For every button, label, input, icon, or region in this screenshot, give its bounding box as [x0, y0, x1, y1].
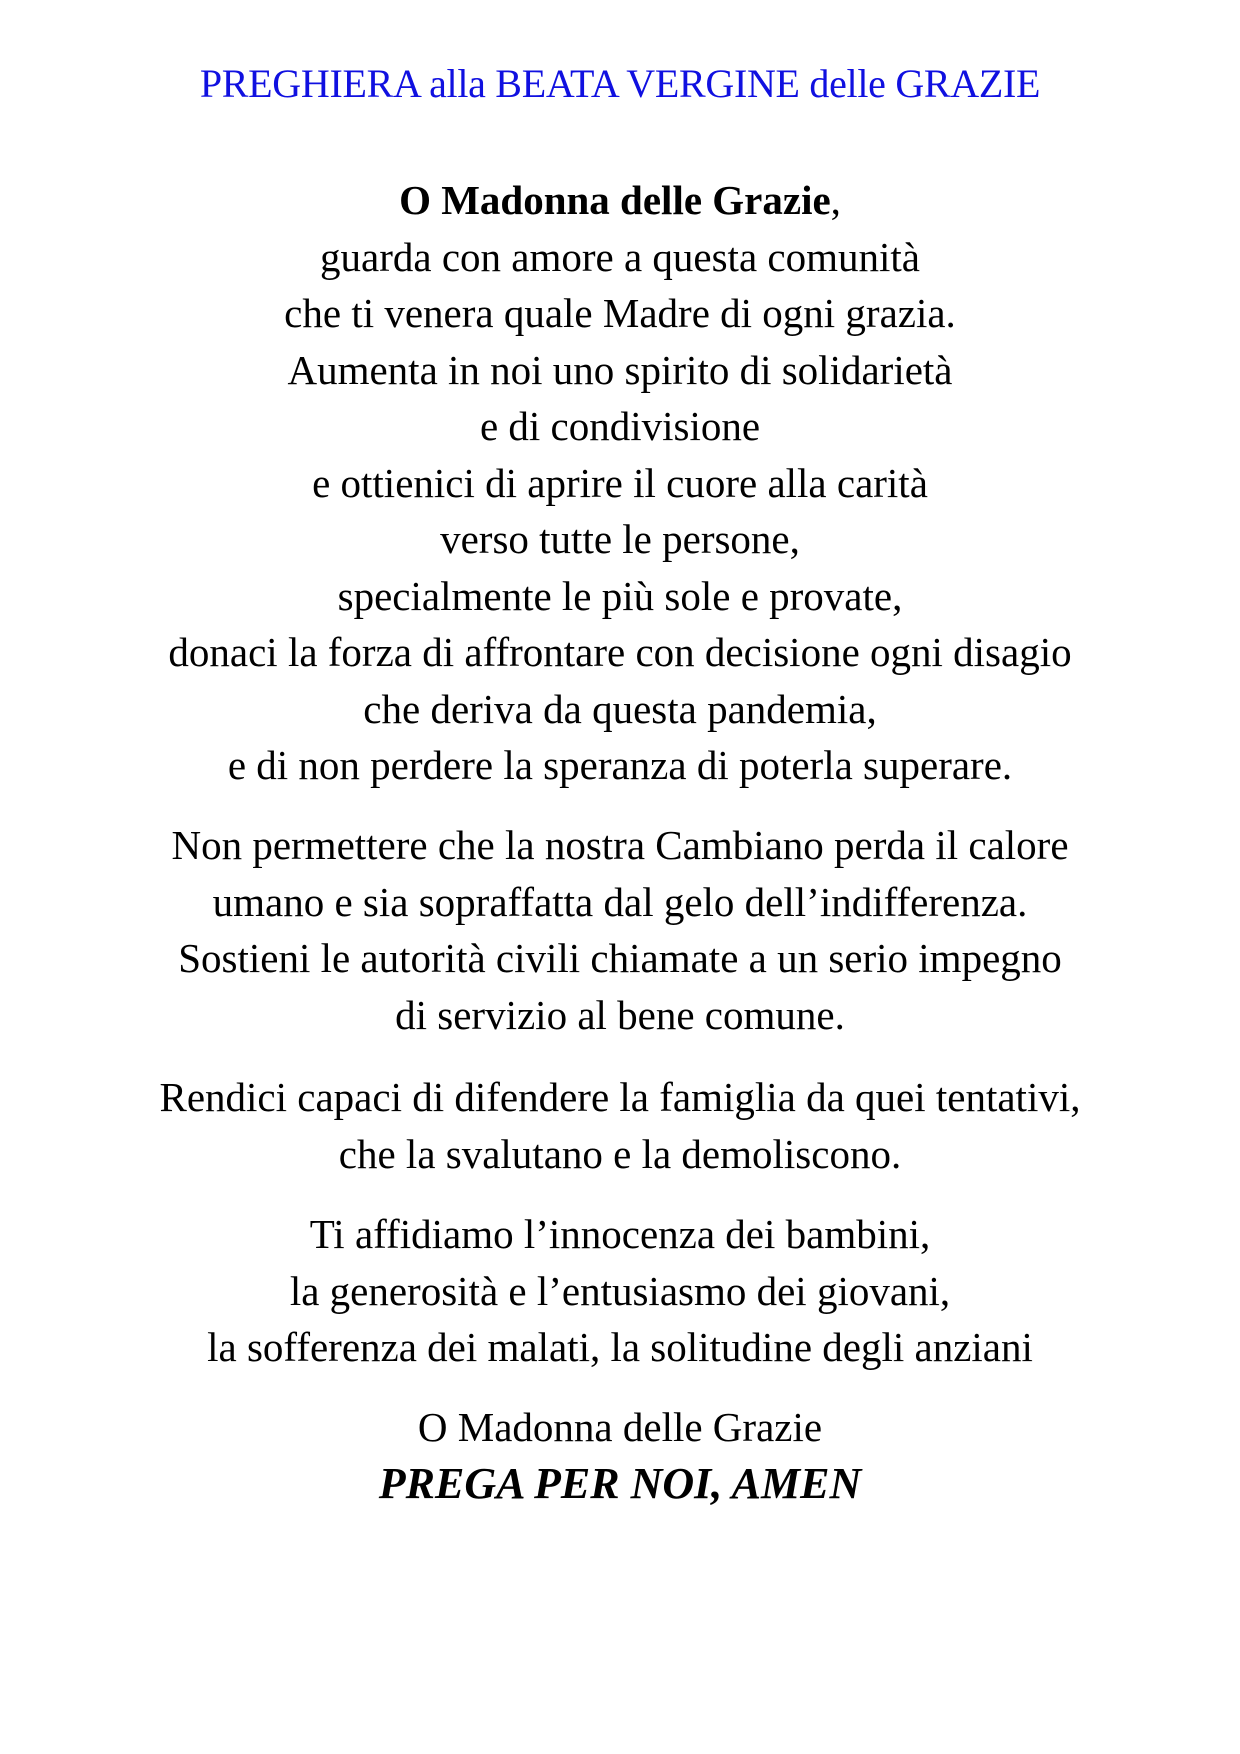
- verse-line: e di condivisione: [479, 403, 761, 449]
- verse-line: umano e sia sopraffatta dal gelo dell’indifferenza.: [212, 878, 1028, 925]
- closing-invocation: O Madonna delle Grazie: [417, 1404, 823, 1450]
- prayer-title: PREGHIERA alla BEATA VERGINE delle GRAZIE: [199, 61, 1041, 106]
- stanza-3: [0, 1069, 1240, 1182]
- verse-line: che deriva da questa pandemia,: [363, 685, 877, 732]
- closing-stanza: [0, 1399, 1240, 1512]
- opening-line: [0, 172, 1240, 229]
- verse-line: Rendici capaci di difendere la famiglia da quei tentativi,: [159, 1074, 1081, 1120]
- stanza-4: [0, 1206, 1240, 1376]
- verse-line: la sofferenza dei malati, la solitudine degli anziani: [207, 1324, 1033, 1370]
- verse-line: e ottienici di aprire il cuore alla carità: [312, 459, 928, 506]
- verse-line: Non permettere che la nostra Cambiano perda il calore: [171, 822, 1069, 868]
- closing-amen: PREGA PER NOI, AMEN: [378, 1458, 862, 1508]
- opening-punctuation: ,: [830, 177, 841, 223]
- verse-line: Aumenta in noi uno spirito di solidarietà: [287, 346, 953, 393]
- verse-line: donaci la forza di affrontare con decisione ogni disagio: [168, 629, 1072, 675]
- verse-line: verso tutte le persone,: [440, 516, 800, 562]
- verse-line: Sostieni le autorità civili chiamate a un serio impegno: [178, 935, 1062, 981]
- verse-line: Ti affidiamo l’innocenza dei bambini,: [309, 1211, 931, 1257]
- verse-line: di servizio al bene comune.: [395, 991, 845, 1038]
- verse-line: che ti venera quale Madre di ogni grazia.: [284, 290, 956, 336]
- verse-line: guarda con amore a questa comunità: [320, 233, 920, 280]
- stanza-2: [0, 817, 1240, 1043]
- opening-invocation: O Madonna delle Grazie: [399, 177, 831, 223]
- verse-line: e di non perdere la speranza di poterla superare.: [227, 742, 1013, 788]
- verse-line: la generosità e l’entusiasmo dei giovani,: [289, 1267, 951, 1314]
- verse-line: specialmente le più sole e provate,: [337, 572, 903, 619]
- stanza-1: [0, 172, 1240, 794]
- verse-line: che la svalutano e la demoliscono.: [338, 1130, 902, 1177]
